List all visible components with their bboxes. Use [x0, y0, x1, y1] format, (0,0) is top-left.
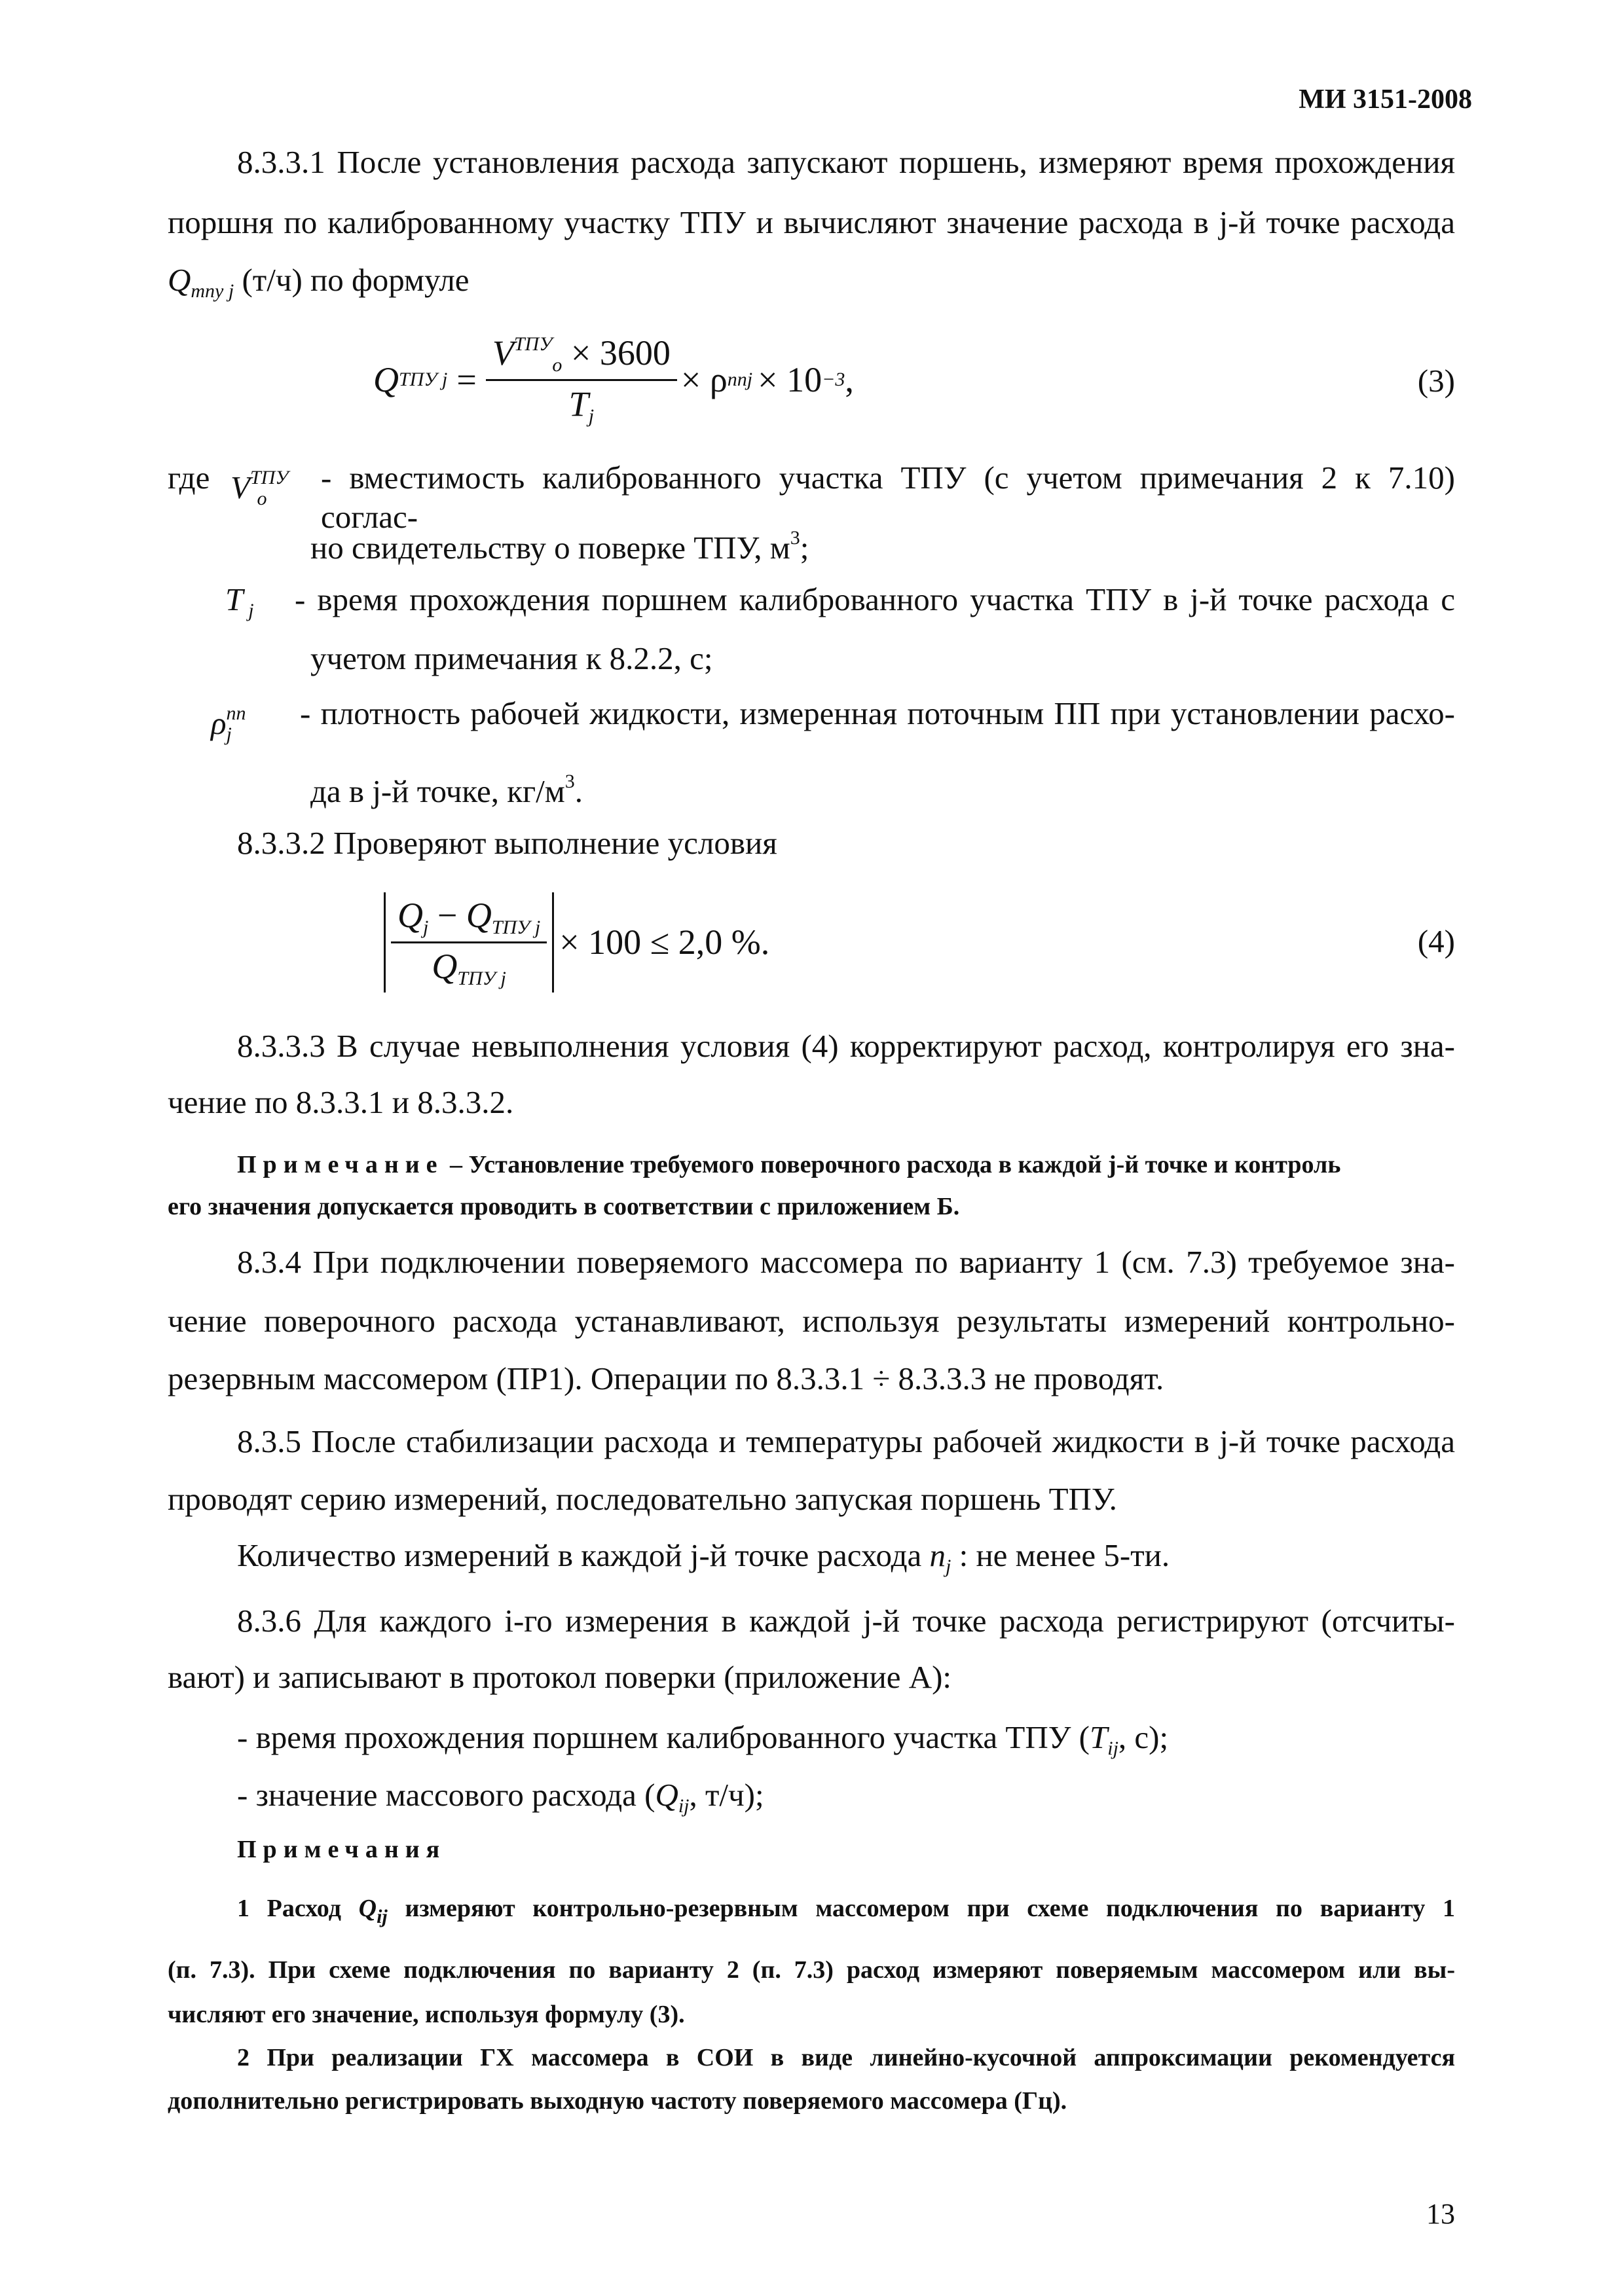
- p8333-line1: 8.3.3.3 В случае невыполнения условия (4) корректируют расход, контролируя его зна-: [237, 1028, 1455, 1064]
- bullet-flow: [237, 1776, 764, 1826]
- formula3-t: T: [568, 384, 589, 424]
- def-t-line2: учетом примечания к 8.2.2, с;: [310, 640, 713, 676]
- formula3-equals: =: [456, 360, 477, 399]
- notes-n1-sub: ij: [377, 1906, 388, 1927]
- p8331-line1: 8.3.3.1 После установления расхода запускают поршень, измеряют время прохождения: [237, 144, 1455, 180]
- p835-count-n: n: [929, 1537, 946, 1573]
- def-v-line1: - вместимость калиброванного участка ТПУ (с учетом примечания 2 к 7.10) соглас-: [321, 460, 1455, 535]
- formula3-fraction: [486, 333, 677, 428]
- formula3-denominator: [569, 381, 594, 428]
- def-v-line2-sup: 3: [790, 527, 800, 549]
- def-rho-line2-text: да в j-й точке, кг/м: [310, 773, 565, 809]
- def-v-symbol: [231, 458, 289, 519]
- formula3-rho-sub: j: [747, 369, 753, 390]
- def-v-sym: V: [231, 469, 250, 505]
- bullet-flow-sub: ij: [678, 1795, 690, 1817]
- def-t-symbol: [225, 580, 254, 630]
- formula4-tail: × 100 ≤ 2,0 %.: [559, 922, 770, 962]
- def-rho-line1: - плотность рабочей жидкости, измеренная поточным ПП при установлении расхо-: [300, 695, 1455, 731]
- formula4-qj-sub: j: [423, 916, 429, 938]
- def-rho-line2: [310, 762, 583, 811]
- bullet-time: [237, 1718, 1168, 1768]
- formula3-number: (3): [1417, 363, 1455, 399]
- p835-line2: проводят серию измерений, последовательно запуская поршень ТПУ.: [168, 1481, 1117, 1517]
- def-rho-sym: ρ: [211, 705, 227, 741]
- formula3-rho: × ρ: [680, 360, 728, 399]
- p835-count-sub: j: [946, 1556, 951, 1577]
- note1-line1: [237, 1148, 1455, 1181]
- def-t-sub: j: [248, 600, 254, 621]
- bullet-time-after: , с);: [1118, 1719, 1169, 1755]
- notes-n2-line2: дополнительно регистрировать выходную частоту поверяемого массомера (Гц).: [168, 2087, 1067, 2115]
- formula3-v-sup: ТПУ: [513, 333, 553, 355]
- formula3-num-rest: × 3600: [570, 333, 671, 373]
- formula4-qtpu: Q: [466, 895, 492, 935]
- p835-line1: 8.3.5 После стабилизации расхода и температуры рабочей жидкости в j-й точке расхода: [237, 1423, 1455, 1459]
- bullet-time-sub: ij: [1107, 1738, 1118, 1759]
- formula3-exponent: −3: [822, 369, 845, 390]
- def-v-line2-end: ;: [800, 530, 809, 566]
- def-v-sub: o: [257, 488, 267, 509]
- def-v-line2-text: но свидетельству о поверке ТПУ, м: [310, 530, 790, 566]
- formula3-comma: ,: [845, 360, 854, 399]
- formula3-lhs-sub: ТПУ j: [399, 369, 448, 390]
- p8331-line3: [168, 261, 470, 311]
- notes-n1-after: измеряют контрольно-резервным массомером при схеме подключения по варианту 1: [405, 1895, 1456, 1922]
- p8332-text: 8.3.3.2 Проверяют выполнение условия: [237, 825, 777, 861]
- bullet-time-sym: T: [1089, 1719, 1108, 1755]
- bullet-flow-after: , т/ч);: [689, 1777, 764, 1813]
- def-v-sup: ТПУ: [249, 467, 289, 488]
- p836-line1: 8.3.6 Для каждого i-го измерения в каждой j-й точке расхода регистрируют (отсчиты-: [237, 1603, 1455, 1639]
- formula3-t-sub: j: [588, 405, 595, 427]
- formula3-v-sub: o: [552, 354, 563, 376]
- formula4-fraction: [391, 895, 547, 990]
- q-tpu-symbol: Q: [168, 262, 191, 298]
- bullet-flow-before: - значение массового расхода (: [237, 1777, 655, 1813]
- p8333-line2: чение по 8.3.3.1 и 8.3.3.2.: [168, 1084, 514, 1120]
- formula4-denominator: [432, 943, 506, 990]
- notes-n1-line3: числяют его значение, используя формулу (3).: [168, 2001, 685, 2028]
- def-v-line2: [310, 519, 809, 568]
- where-label: где: [168, 460, 210, 496]
- formula-4: [384, 886, 769, 998]
- formula3-ten: × 10: [758, 360, 822, 399]
- formula3-v: V: [492, 333, 514, 373]
- p835-count: [237, 1536, 1170, 1586]
- formula4-qj: Q: [397, 895, 423, 935]
- notes-n1-sym: Q: [358, 1895, 377, 1922]
- p8331-line3-text: (т/ч) по формуле: [242, 262, 470, 298]
- p834-line3: резервным массомером (ПР1). Операции по 8.3.3.1 ÷ 8.3.3.3 не проводят.: [168, 1360, 1164, 1396]
- p8331-line2: поршня по калиброванному участку ТПУ и вычисляют значение расхода в j-й точке расхода: [168, 204, 1455, 240]
- formula4-den-sub: ТПУ j: [457, 967, 506, 989]
- note1-line1-text: – Установление требуемого поверочного расхода в каждой j-й точке и контроль: [449, 1151, 1341, 1178]
- def-rho-line2-sup: 3: [564, 771, 575, 792]
- notes-n1-line2: (п. 7.3). При схеме подключения по варианту 2 (п. 7.3) расход измеряют поверяемым массомером или вы-: [168, 1956, 1455, 1984]
- formula4-numerator: [391, 895, 547, 943]
- p834-line2: чение поверочного расхода устанавливают, используя результаты измерений контрольно-: [168, 1303, 1455, 1339]
- note1-label: Примечание: [237, 1151, 444, 1178]
- def-rho-line2-end: .: [574, 773, 583, 809]
- notes-label: Примечания: [237, 1836, 447, 1863]
- def-t-line1: - время прохождения поршнем калиброванного участка ТПУ в j-й точке расхода с: [295, 581, 1455, 617]
- formula3-numerator: [486, 333, 677, 381]
- notes-n2-line1: 2 При реализации ГХ массомера в СОИ в виде линейно-кусочной аппроксимации рекомендуется: [237, 2044, 1455, 2071]
- document-code: МИ 3151-2008: [1299, 84, 1472, 115]
- def-rho-symbol: [211, 694, 246, 754]
- formula4-absolute-value: [384, 892, 554, 993]
- formula4-number: (4): [1417, 923, 1455, 959]
- bullet-flow-sym: Q: [655, 1777, 678, 1813]
- formula4-den-q: Q: [432, 946, 458, 986]
- formula3-lhs: Q: [373, 360, 399, 399]
- formula3-rho-sup: пп: [727, 369, 747, 390]
- notes-n1-before: 1 Расход: [237, 1895, 341, 1922]
- q-tpu-subscript: тпу j: [191, 280, 234, 302]
- formula4-qtpu-sub: ТПУ j: [491, 916, 541, 938]
- p835-count-after: : не менее 5-ти.: [959, 1537, 1170, 1573]
- p834-line1: 8.3.4 При подключении поверяемого массомера по варианту 1 (см. 7.3) требуемое зна-: [237, 1244, 1455, 1280]
- p835-count-before: Количество измерений в каждой j-й точке расхода: [237, 1537, 922, 1573]
- formula-3: [373, 327, 854, 432]
- def-rho-sub: j: [226, 723, 232, 745]
- p836-line2: вают) и записывают в протокол поверки (приложение А):: [168, 1659, 952, 1695]
- notes-n1-line1: [237, 1892, 1455, 1933]
- page-number: 13: [1426, 2198, 1455, 2230]
- def-t-sym: T: [225, 581, 244, 617]
- def-rho-sup: пп: [226, 702, 246, 724]
- bullet-time-before: - время прохождения поршнем калиброванного участка ТПУ (: [237, 1719, 1090, 1755]
- note1-line2: его значения допускается проводить в соответствии с приложением Б.: [168, 1193, 960, 1220]
- formula4-minus: −: [437, 895, 458, 935]
